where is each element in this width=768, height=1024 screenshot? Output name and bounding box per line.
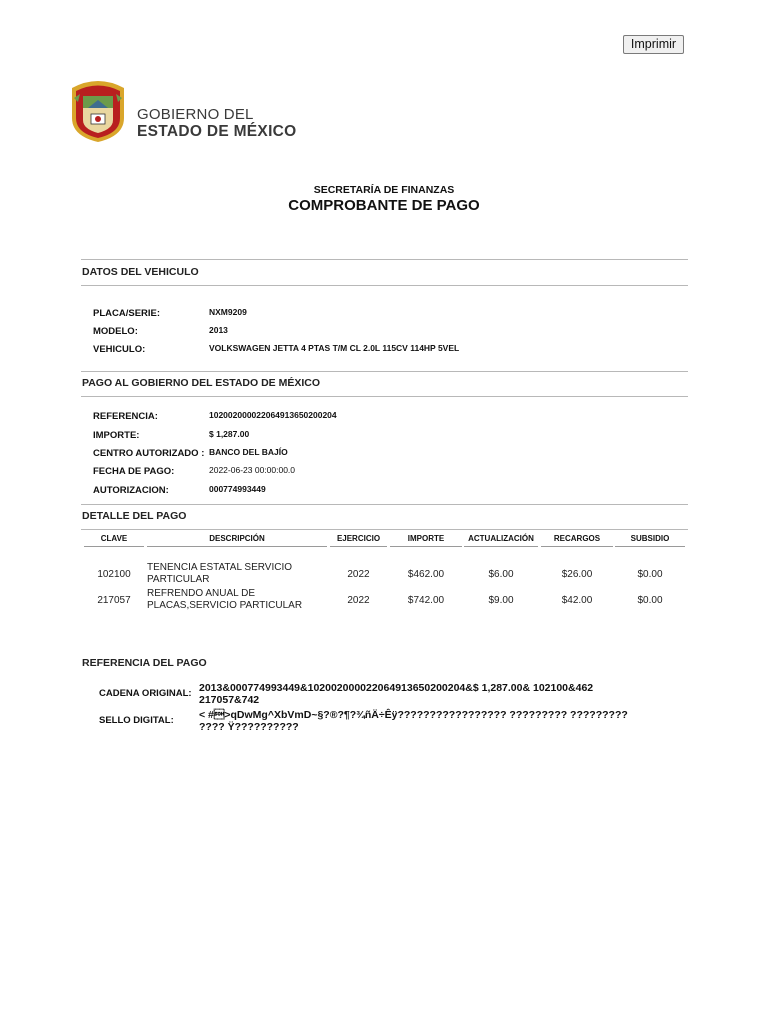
header-underline <box>615 546 685 547</box>
government-logo <box>66 78 306 144</box>
payment-value: $ 1,287.00 <box>209 429 250 439</box>
payment-label: FECHA DE PAGO: <box>93 466 175 477</box>
cell-importe: $462.00 <box>407 569 445 580</box>
vehicle-label: MODELO: <box>93 326 138 337</box>
divider <box>81 371 688 372</box>
cadena-original-value: 2013&000774993449&102002000022064913650200204&$ 1,287.00& 102100&462 217057&742 <box>199 682 594 706</box>
cell-ejercicio: 2022 <box>347 569 370 580</box>
cadena-original-label: CADENA ORIGINAL: <box>99 688 192 699</box>
cell-actualizacion: $9.00 <box>488 595 514 606</box>
header-underline <box>84 546 144 547</box>
table-header-subsidio: SUBSIDIO <box>630 534 670 543</box>
state-seal-icon <box>66 78 130 144</box>
cell-subsidio: $0.00 <box>637 595 663 606</box>
page-title: COMPROBANTE DE PAGO <box>288 197 480 214</box>
cell-actualizacion: $6.00 <box>488 569 514 580</box>
payment-label: REFERENCIA: <box>93 411 158 422</box>
cell-importe: $742.00 <box>407 595 445 606</box>
vehicle-value: 2013 <box>209 325 228 335</box>
cell-descripcion-line2: PARTICULAR <box>147 574 210 585</box>
divider <box>81 285 688 286</box>
divider <box>81 396 688 397</box>
divider <box>81 259 688 260</box>
header-underline <box>464 546 538 547</box>
sello-digital-value: < #>qDwMg^XbVmD~§?®?¶?¾ñÄ÷Êÿ????????????????? ????????? ????????? ???? Ÿ?????????? <box>199 709 628 733</box>
table-header-importe: IMPORTE <box>407 534 445 543</box>
section-title-detail: DETALLE DEL PAGO <box>82 510 187 522</box>
header-underline <box>147 546 327 547</box>
divider <box>81 529 688 530</box>
section-title-reference: REFERENCIA DEL PAGO <box>82 657 207 669</box>
sello-digital-label: SELLO DIGITAL: <box>99 715 174 726</box>
cell-ejercicio: 2022 <box>347 595 370 606</box>
cell-recargos: $42.00 <box>561 595 593 606</box>
cell-descripcion-line2: PLACAS,SERVICIO PARTICULAR <box>147 600 303 611</box>
cell-descripcion-line1: TENENCIA ESTATAL SERVICIO <box>147 562 293 573</box>
logo-line-2: ESTADO DE MÉXICO <box>137 123 297 140</box>
logo-line-1: GOBIERNO DEL <box>137 106 254 123</box>
header-underline <box>541 546 613 547</box>
vehicle-label: VEHICULO: <box>93 344 146 355</box>
payment-value: 2022-06-23 00:00:00.0 <box>209 465 296 475</box>
divider <box>81 504 688 505</box>
payment-label: AUTORIZACION: <box>93 485 169 496</box>
cell-clave: 217057 <box>97 595 131 606</box>
payment-value: 1020020000220649136502002​04 <box>209 410 337 420</box>
table-header-recargos: RECARGOS <box>553 534 601 543</box>
print-button[interactable]: Imprimir <box>623 35 684 54</box>
table-header-descripcion: DESCRIPCIÓN <box>209 534 265 543</box>
payment-value: BANCO DEL BAJÍO <box>209 447 288 457</box>
cell-subsidio: $0.00 <box>637 569 663 580</box>
payment-value: 000774993449 <box>209 484 266 494</box>
header-underline <box>330 546 387 547</box>
cell-clave: 102100 <box>97 569 131 580</box>
section-title-payment: PAGO AL GOBIERNO DEL ESTADO DE MÉXICO <box>82 377 321 389</box>
table-header-clave: CLAVE <box>100 534 128 543</box>
vehicle-value: NXM9209 <box>209 307 247 317</box>
cell-recargos: $26.00 <box>561 569 593 580</box>
vehicle-label: PLACA/SERIE: <box>93 308 161 319</box>
payment-label: IMPORTE: <box>93 430 140 441</box>
table-header-ejercicio: EJERCICIO <box>336 534 381 543</box>
table-header-actualizacion: ACTUALIZACIÓN <box>468 534 534 543</box>
payment-label: CENTRO AUTORIZADO : <box>93 448 205 459</box>
header-underline <box>390 546 462 547</box>
logo-text <box>137 106 297 141</box>
section-title-vehicle: DATOS DEL VEHICULO <box>82 266 199 278</box>
cell-descripcion-line1: REFRENDO ANUAL DE <box>147 588 255 599</box>
vehicle-value: VOLKSWAGEN JETTA 4 PTAS T/M CL 2.0L 115CV 114HP 5VEL <box>209 343 460 353</box>
page-subtitle: SECRETARÍA DE FINANZAS <box>313 184 455 196</box>
